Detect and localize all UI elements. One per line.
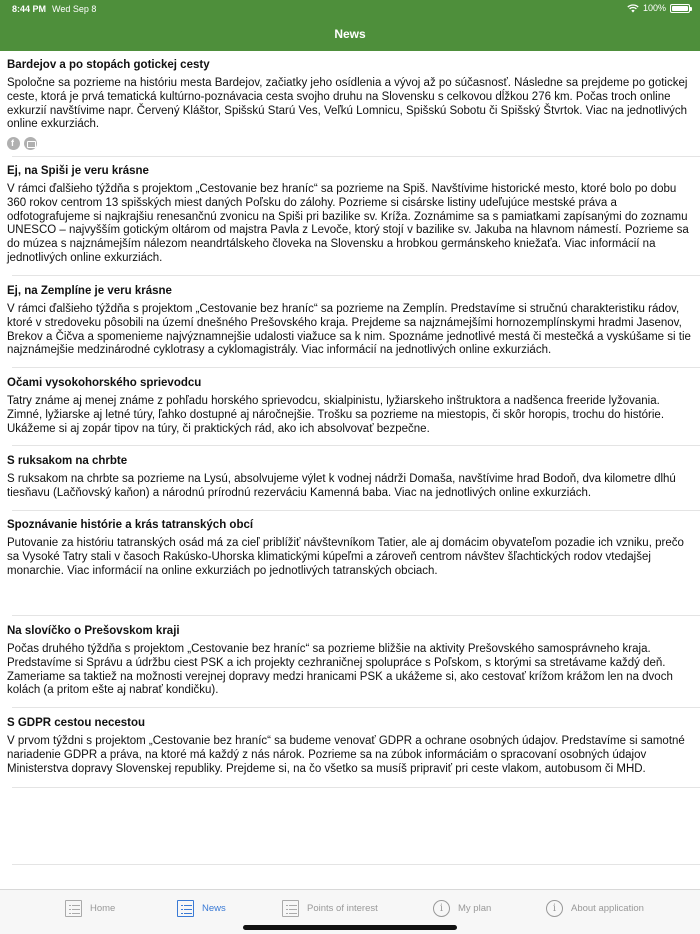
news-list[interactable] [0,51,700,889]
divider [12,367,700,368]
list-icon [177,900,194,917]
news-item[interactable] [7,624,695,698]
news-item-body: V rámci ďalšieho týždňa s projektom „Cestovanie bez hraníc“ sa pozrieme na Zemplín. Predstavíme si stručnú charakteristiku rádov, ktoré v stredoveku pôsobili na území dnešného Prešovského kraja. Prejdeme sa najznámejšími hornozemplínskymi hradmi Jasenov, Brekov a Čičva a spomenieme najvýznamnejšie udalosti viažuce sa k nim. Spoznáme jednotlivé mestá či mestečká a vyskúšame si tie najznámejšie medzinárodné cyklotrasy a cyklomagistrály. Viac informácií na jednotlivých online exkurziách. [7,303,691,357]
tab-about-application[interactable] [546,898,644,918]
info-icon: i [433,900,450,917]
news-item[interactable] [7,518,695,578]
divider [12,156,700,157]
battery-icon [670,4,690,13]
news-item-title: Na slovíčko o Prešovskom kraji [7,625,180,637]
news-item-body: Putovanie za históriu tatranských osád má za cieľ priblížiť návštevníkom Tatier, ale aj domácim obyvateľom pozadie ich vzniku, prečo sa Vysoké Tatry stali v časoch Rakúsko-Uhorska klimatickými kúpeľmi a zároveň centrom návštev šľachtických rodov vtedajšej monarchie. Viac informácií na online exkurziách po jednotlivých tatranských obciach. [7,537,684,577]
divider [12,445,700,446]
news-item-title: Bardejov a po stopách gotickej cesty [7,59,210,71]
news-item-body: Počas druhého týždňa s projektom „Cestovanie bez hraníc“ sa pozrieme bližšie na aktivity Prešovského samosprávneho kraja. Predstavíme si Správu a údržbu ciest PSK a ich projekty cezhraničnej spolupráce s Poľskom, s ktorými sa stretávame každý deň. Zameriame sa taktiež na možnosti verejnej dopravy medzi hranicami PSK a ukážeme si, ako cestovať krížom krážom len na dvoch kolách (a pritom ešte aj nabrať kondičku). [7,643,673,697]
news-item[interactable] [7,164,695,266]
news-item-title: S ruksakom na chrbte [7,455,128,467]
share-buttons [7,137,695,150]
news-item-title: Ej, na Spiši je veru krásne [7,165,149,177]
tab-label: Points of interest [307,902,378,914]
battery-percent: 100% [642,3,666,13]
list-icon [282,900,299,917]
tab-label: About application [571,902,644,914]
battery-fill [672,6,688,11]
divider [12,864,700,865]
info-icon: i [546,900,563,917]
news-item-body: Spoločne sa pozrieme na históriu mesta Bardejov, začiatky jeho osídlenia a vývoj až po súčasnosť. Následne sa prejdeme po gotickej ceste, ktorá je prvá tematická kultúrno-poznávacia cesta svojho druhu na Slovensku s celkovou dĺžkou 276 km. Počas troch online exkurzií navštívime napr. Červený Kláštor, Spišskú Starú Ves, Veľkú Lomnicu, Spišskú Sobotu či Spišský Štvrtok. Viac na jednotlivých online exkurziách. [7,77,688,131]
tab-news[interactable] [177,898,226,918]
news-item-body: S ruksakom na chrbte sa pozrieme na Lysú, absolvujeme výlet k vodnej nádrži Domaša, navštívime hrad Bodoň, dva kilometre dlhú tiesňavu (Lačňovský kaňon) a národnú prírodnú rezerváciu Kamenná baba. Viac na jednotlivých online exkurziách. [7,473,676,499]
facebook-icon[interactable] [7,137,20,150]
tab-label: News [202,902,226,914]
divider [12,615,700,616]
news-item[interactable] [7,284,695,358]
news-item-body: V rámci ďalšieho týždňa s projektom „Cestovanie bez hraníc“ sa pozrieme na Spiš. Navštívime historické mesto, ktoré bolo po dobu 360 rokov centrom 13 spišských miest daných Poľsku do zálohy. Pozrieme si cisárske listiny udeľujúce mestské práva a odfotografujeme si najkrajšiu renesančnú zvonicu na Spiši pri bazilike sv. Kríža. Zoznámime sa s pamiatkami zapísanými do zoznamu UNESCO – najvyšším gotickým oltárom od majstra Pavla z Levoče, ktorý stojí v bazilike sv. Jakuba na hlavnom námestí. Pozrieme sa do múzea s najznámejším nálezom neandrtálskeho človeka na Slovensku a hrobkou germánskeho kniežaťa. Viac informácií na jednotlivých online exkurziách. [7,183,689,264]
status-right [627,3,690,13]
mail-icon[interactable] [24,137,37,150]
home-indicator[interactable] [243,925,457,930]
news-item-title: S GDPR cestou necestou [7,717,146,729]
navigation-bar [0,18,700,51]
wifi-icon [627,4,639,13]
news-item-body: Tatry známe aj menej známe z pohľadu horského sprievodcu, skialpinistu, lyžiarskeho inštruktora a nadšenca freeride lyžovania. Zimné, lyžiarske aj letné túry, ľahko dostupné aj náročnejšie. Trošku sa pozrieme na miestopis, či skôr horopis, trochu do histórie. Ukážeme si aj zopár tipov na túry, či praktických rád, ako ich absolvovať bezpečne. [7,395,665,435]
tab-label: Home [90,902,116,914]
news-item-body: V prvom týždni s projektom „Cestovanie bez hraníc“ sa budeme venovať GDPR a ochrane osobných údajov. Predstavíme si samotné nariadenie GDPR a práva, na ktoré má každý z nás nárok. Pozrieme sa na zúbok informáciám o spracovaní osobných údajov Ministerstva dopravy Slovenskej republiky. Prejdeme si, na čo všetko sa musíš pripraviť pri ceste vlakom, autobusom či MHD. [7,735,685,775]
news-item-title: Ej, na Zemplíne je veru krásne [7,285,172,297]
divider [12,787,700,788]
tab-label: My plan [458,902,492,914]
status-bar [0,0,700,18]
news-item[interactable] [7,716,695,776]
news-item[interactable] [7,58,695,150]
status-time: 8:44 PM [12,4,47,14]
divider [12,510,700,511]
divider [12,275,700,276]
news-item-title: Očami vysokohorského sprievodcu [7,377,202,389]
status-date: Wed Sep 8 [52,4,97,14]
tab-home[interactable] [65,898,115,918]
divider [12,707,700,708]
list-icon [65,900,82,917]
news-item[interactable] [7,454,695,501]
page-title: News [334,27,366,41]
tab-my-plan[interactable] [433,898,491,918]
tab-points-of-interest[interactable] [282,898,378,918]
news-item-title: Spoznávanie histórie a krás tatranských obcí [7,519,254,531]
news-item[interactable] [7,376,695,436]
